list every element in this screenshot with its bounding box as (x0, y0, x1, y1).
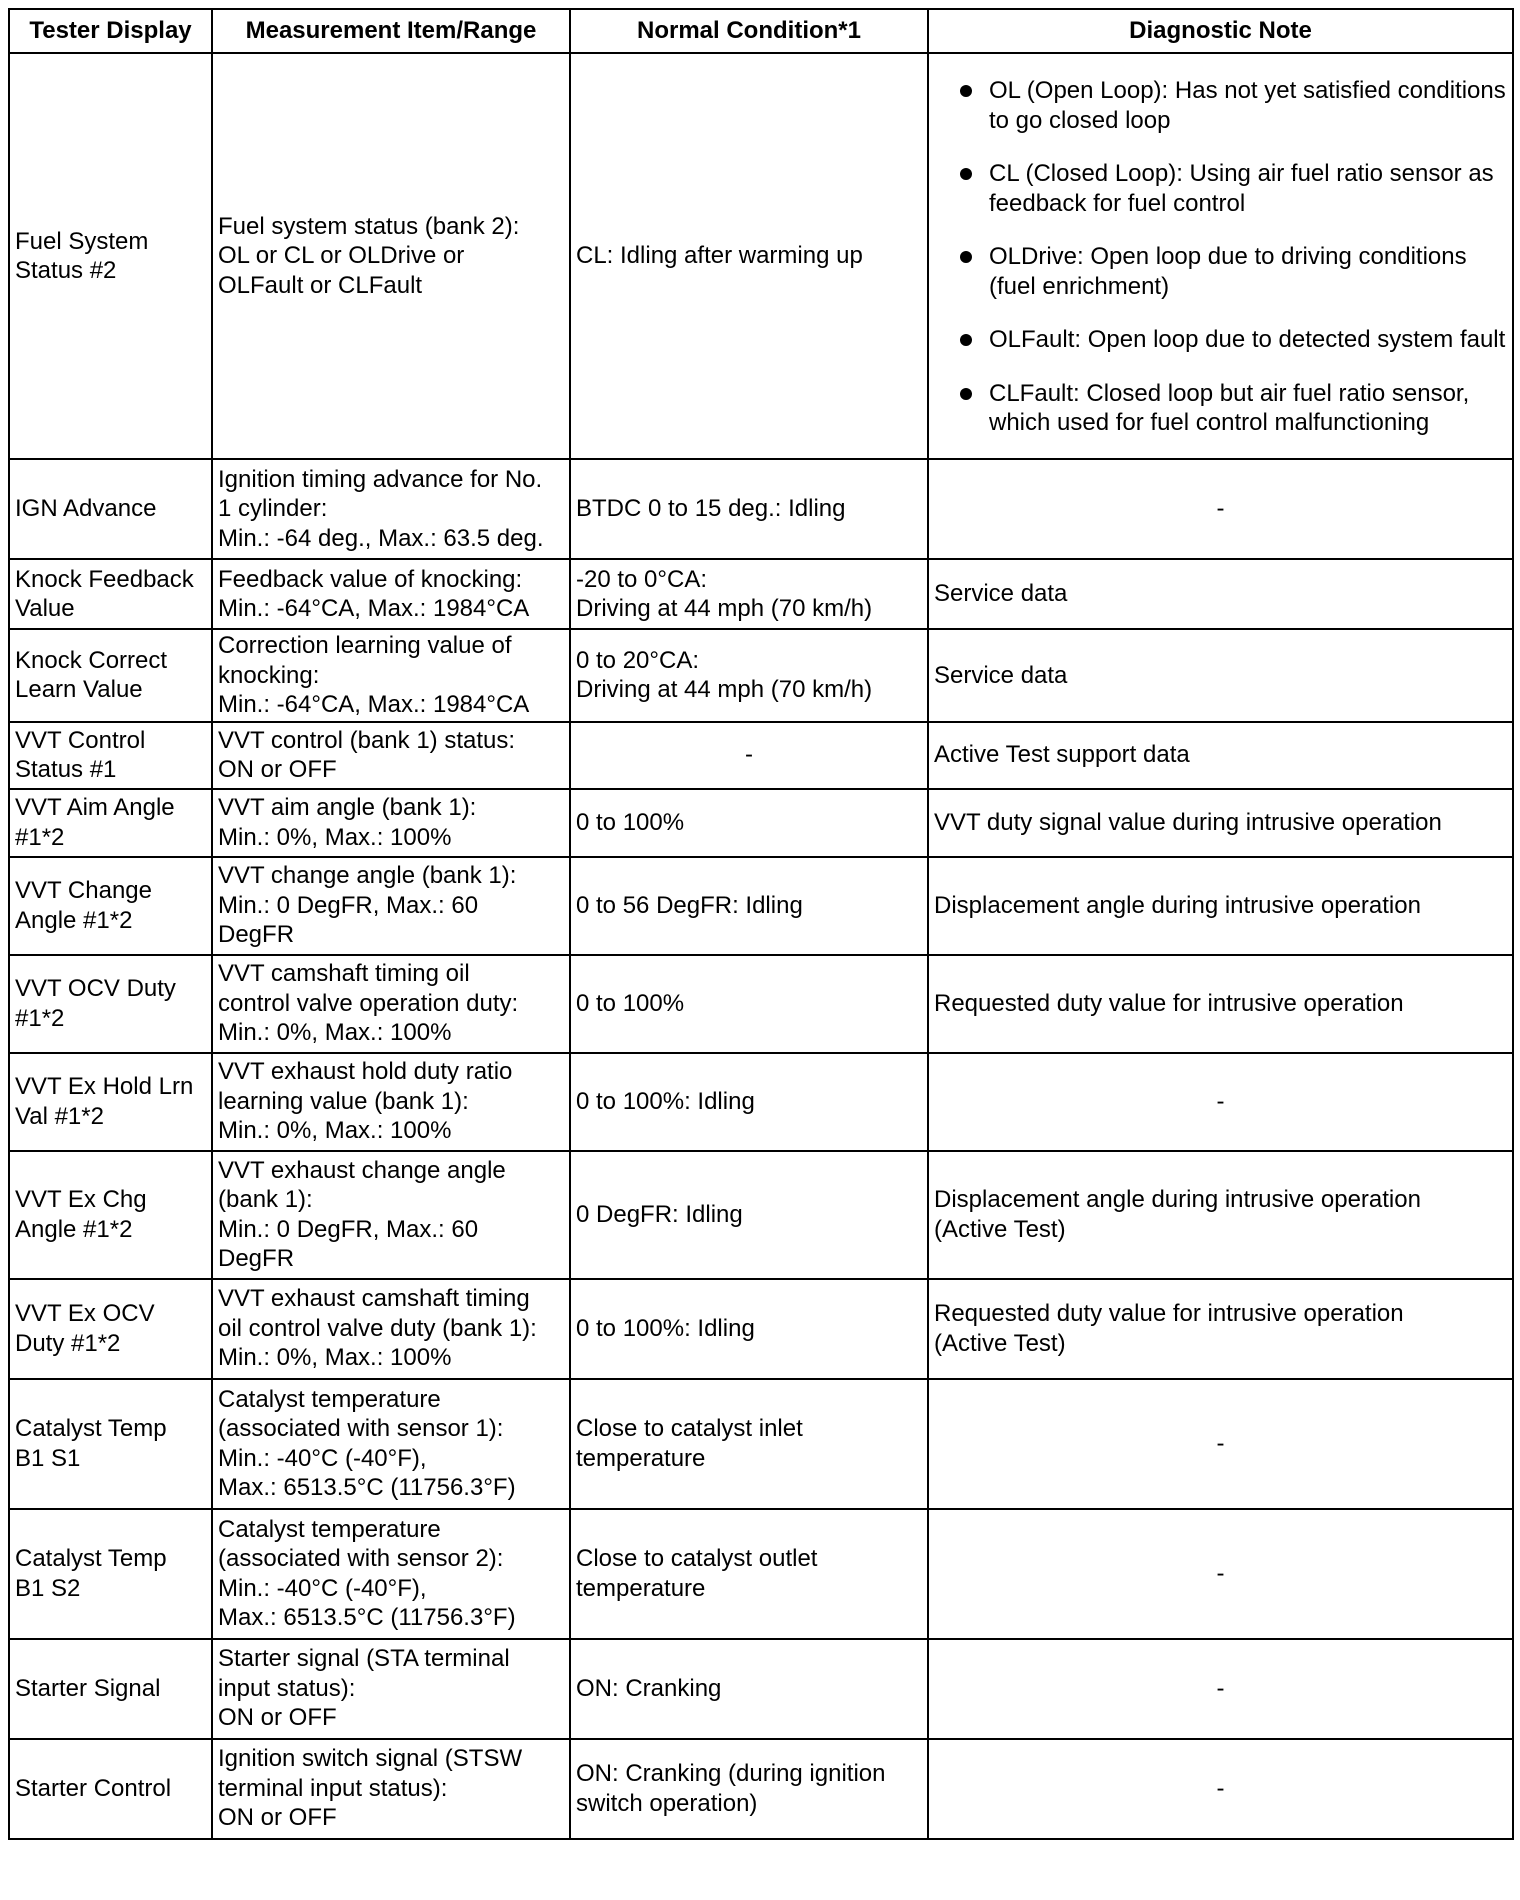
table-row (9, 459, 1513, 559)
cell-normal-condition: 0 to 100%: Idling (570, 1279, 928, 1379)
cell-normal-condition: 0 DegFR: Idling (570, 1151, 928, 1279)
cell-measurement-range: VVT control (bank 1) status: ON or OFF (212, 722, 570, 789)
cell-diagnostic-note: Requested duty value for intrusive operation (928, 955, 1513, 1053)
cell-tester-display: Knock Feedback Value (9, 559, 212, 629)
cell-measurement-range: Ignition timing advance for No. 1 cylinder: Min.: -64 deg., Max.: 63.5 deg. (212, 459, 570, 559)
cell-tester-display: Fuel System Status #2 (9, 53, 212, 459)
note-text: OL (Open Loop): Has not yet satisfied conditions to go closed loop (989, 77, 1506, 134)
cell-measurement-range: Catalyst temperature (associated with sensor 1): Min.: -40°C (-40°F), Max.: 6513.5°C (11756.3°F) (212, 1379, 570, 1509)
cell-tester-display: IGN Advance (9, 459, 212, 559)
table-row (9, 722, 1513, 789)
list-item (934, 76, 1507, 135)
cell-measurement-range: VVT exhaust hold duty ratio learning value (bank 1): Min.: 0%, Max.: 100% (212, 1053, 570, 1151)
table-row (9, 1151, 1513, 1279)
cell-diagnostic-note: VVT duty signal value during intrusive operation (928, 789, 1513, 857)
cell-diagnostic-note: Active Test support data (928, 722, 1513, 789)
table-row (9, 955, 1513, 1053)
table-header-row (9, 9, 1513, 53)
note-text: OLFault: Open loop due to detected system fault (989, 326, 1506, 354)
list-item (934, 379, 1507, 438)
table-row (9, 1739, 1513, 1839)
cell-tester-display: Starter Control (9, 1739, 212, 1839)
cell-diagnostic-note: Displacement angle during intrusive operation (Active Test) (928, 1151, 1513, 1279)
list-item (934, 325, 1507, 355)
cell-normal-condition: ON: Cranking (during ignition switch operation) (570, 1739, 928, 1839)
cell-tester-display: VVT Aim Angle #1*2 (9, 789, 212, 857)
list-item (934, 159, 1507, 218)
cell-measurement-range: VVT change angle (bank 1): Min.: 0 DegFR, Max.: 60 DegFR (212, 857, 570, 955)
cell-measurement-range: VVT camshaft timing oil control valve operation duty: Min.: 0%, Max.: 100% (212, 955, 570, 1053)
cell-diagnostic-note: - (928, 1509, 1513, 1639)
header-normal-condition: Normal Condition*1 (570, 9, 928, 53)
cell-tester-display: VVT Change Angle #1*2 (9, 857, 212, 955)
cell-normal-condition: 0 to 100% (570, 955, 928, 1053)
cell-normal-condition: 0 to 100% (570, 789, 928, 857)
table-row (9, 1509, 1513, 1639)
cell-normal-condition: ON: Cranking (570, 1639, 928, 1739)
cell-normal-condition: Close to catalyst outlet temperature (570, 1509, 928, 1639)
cell-tester-display: Catalyst Temp B1 S2 (9, 1509, 212, 1639)
header-tester-display: Tester Display (9, 9, 212, 53)
note-text: OLDrive: Open loop due to driving conditions (fuel enrichment) (989, 243, 1467, 300)
cell-diagnostic-note: Requested duty value for intrusive operation (Active Test) (928, 1279, 1513, 1379)
cell-diagnostic-note: - (928, 1379, 1513, 1509)
table-row (9, 629, 1513, 722)
note-text: CL (Closed Loop): Using air fuel ratio sensor as feedback for fuel control (989, 160, 1494, 217)
cell-tester-display: VVT OCV Duty #1*2 (9, 955, 212, 1053)
cell-normal-condition: CL: Idling after warming up (570, 53, 928, 459)
cell-normal-condition: Close to catalyst inlet temperature (570, 1379, 928, 1509)
cell-diagnostic-note: - (928, 459, 1513, 559)
header-diagnostic-note: Diagnostic Note (928, 9, 1513, 53)
cell-diagnostic-note: Service data (928, 629, 1513, 722)
cell-measurement-range: VVT aim angle (bank 1): Min.: 0%, Max.: 100% (212, 789, 570, 857)
table-row (9, 1053, 1513, 1151)
bullet-icon (960, 334, 972, 346)
cell-tester-display: Knock Correct Learn Value (9, 629, 212, 722)
table-row (9, 1639, 1513, 1739)
data-list-table (8, 8, 1514, 1840)
fuel-status-note-list (934, 76, 1507, 438)
table-row (9, 857, 1513, 955)
cell-diagnostic-note: - (928, 1639, 1513, 1739)
note-text: CLFault: Closed loop but air fuel ratio sensor, which used for fuel control malfunctioning (989, 379, 1470, 437)
cell-measurement-range: VVT exhaust change angle (bank 1): Min.: 0 DegFR, Max.: 60 DegFR (212, 1151, 570, 1279)
cell-diagnostic-note (928, 53, 1513, 459)
cell-normal-condition: BTDC 0 to 15 deg.: Idling (570, 459, 928, 559)
cell-normal-condition: - (570, 722, 928, 789)
bullet-icon (960, 168, 972, 180)
cell-tester-display: VVT Ex Chg Angle #1*2 (9, 1151, 212, 1279)
cell-tester-display: VVT Control Status #1 (9, 722, 212, 789)
cell-measurement-range: Feedback value of knocking: Min.: -64°CA, Max.: 1984°CA (212, 559, 570, 629)
cell-tester-display: Starter Signal (9, 1639, 212, 1739)
cell-measurement-range: VVT exhaust camshaft timing oil control valve duty (bank 1): Min.: 0%, Max.: 100% (212, 1279, 570, 1379)
table-row (9, 53, 1513, 459)
cell-measurement-range: Ignition switch signal (STSW terminal input status): ON or OFF (212, 1739, 570, 1839)
table-row (9, 1379, 1513, 1509)
cell-diagnostic-note: - (928, 1739, 1513, 1839)
bullet-icon (960, 85, 972, 97)
cell-tester-display: VVT Ex OCV Duty #1*2 (9, 1279, 212, 1379)
cell-tester-display: Catalyst Temp B1 S1 (9, 1379, 212, 1509)
cell-measurement-range: Correction learning value of knocking: Min.: -64°CA, Max.: 1984°CA (212, 629, 570, 722)
bullet-icon (960, 251, 972, 263)
cell-measurement-range: Fuel system status (bank 2): OL or CL or OLDrive or OLFault or CLFault (212, 53, 570, 459)
cell-normal-condition: 0 to 56 DegFR: Idling (570, 857, 928, 955)
table-row (9, 559, 1513, 629)
cell-measurement-range: Catalyst temperature (associated with sensor 2): Min.: -40°C (-40°F), Max.: 6513.5°C (11756.3°F) (212, 1509, 570, 1639)
list-item (934, 242, 1507, 301)
cell-diagnostic-note: Displacement angle during intrusive operation (928, 857, 1513, 955)
cell-tester-display: VVT Ex Hold Lrn Val #1*2 (9, 1053, 212, 1151)
cell-normal-condition: -20 to 0°CA: Driving at 44 mph (70 km/h) (570, 559, 928, 629)
cell-normal-condition: 0 to 100%: Idling (570, 1053, 928, 1151)
cell-measurement-range: Starter signal (STA terminal input status): ON or OFF (212, 1639, 570, 1739)
table-row (9, 789, 1513, 857)
cell-diagnostic-note: Service data (928, 559, 1513, 629)
bullet-icon (960, 388, 972, 400)
cell-normal-condition: 0 to 20°CA: Driving at 44 mph (70 km/h) (570, 629, 928, 722)
cell-diagnostic-note: - (928, 1053, 1513, 1151)
table-row (9, 1279, 1513, 1379)
header-measurement-item: Measurement Item/Range (212, 9, 570, 53)
